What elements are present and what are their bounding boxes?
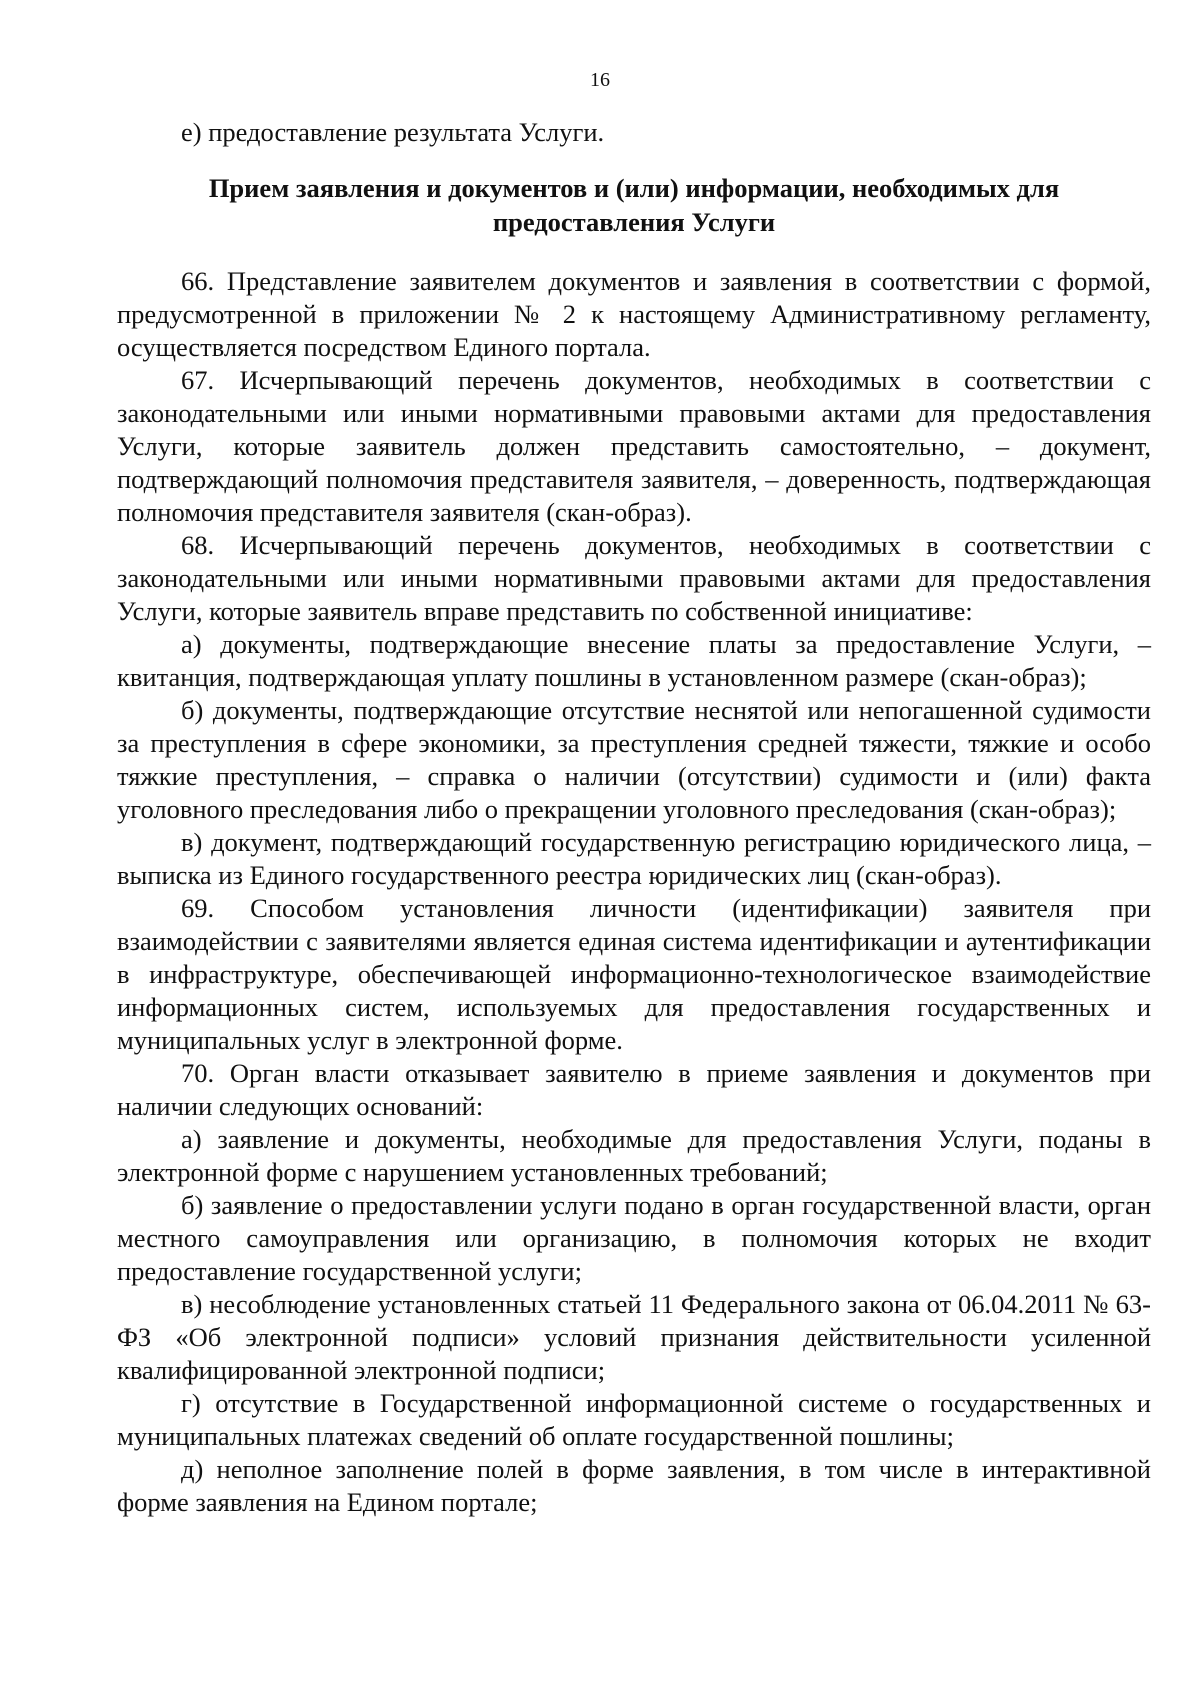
paragraph-70-item-d: д) неполное заполнение полей в форме заявления, в том числе в интерактивной форме заявления на Едином портале; (117, 1454, 1151, 1517)
paragraph-70-item-g: г) отсутствие в Государственной информационной системе о государственных и муниципальных платежах сведений об оплате государственной пошлины; (117, 1388, 1151, 1451)
paragraph-70: 70. Орган власти отказывает заявителю в приеме заявления и документов при наличии следующих оснований: (117, 1058, 1151, 1121)
intro-paragraph: е) предоставление результата Услуги. (181, 117, 605, 147)
paragraph-68: 68. Исчерпывающий перечень документов, необходимых в соответствии с законодательными или иными нормативными правовыми актами для предоставления Услуги, которые заявитель вправе представить по собственной инициативе: (117, 530, 1151, 626)
paragraph-68-item-b: б) документы, подтверждающие отсутствие неснятой или непогашенной судимости за преступления в сфере экономики, за преступления средней тяжести, тяжкие и особо тяжкие преступления, – справка о наличии (отсутствии) судимости и (или) факта уголовного преследования либо о прекращении уголовного преследования (скан-образ); (117, 695, 1151, 824)
paragraph-67: 67. Исчерпывающий перечень документов, необходимых в соответствии с законодательными или иными нормативными правовыми актами для предоставления Услуги, которые заявитель должен представить самостоятельно, – документ, подтверждающий полномочия представителя заявителя, – доверенность, подтверждающая полномочия представителя заявителя (скан-образ). (117, 365, 1151, 527)
page-number: 16 (590, 69, 610, 91)
paragraph-70-item-v: в) несоблюдение установленных статьей 11 Федерального закона от 06.04.2011 № 63-ФЗ «Об электронной подписи» условий признания действительности усиленной квалифицированной электронной подписи; (117, 1289, 1151, 1385)
paragraph-70-item-b: б) заявление о предоставлении услуги подано в орган государственной власти, орган местного самоуправления или организацию, в полномочия которых не входит предоставление государственной услуги; (117, 1190, 1151, 1286)
paragraph-66: 66. Представление заявителем документов и заявления в соответствии с формой, предусмотренной в приложении № 2 к настоящему Административному регламенту, осуществляется посредством Единого портала. (117, 266, 1151, 362)
document-body (117, 116, 1151, 1519)
paragraph-70-item-a: а) заявление и документы, необходимые для предоставления Услуги, поданы в электронной форме с нарушением установленных требований; (117, 1124, 1151, 1187)
paragraph-69: 69. Способом установления личности (идентификации) заявителя при взаимодействии с заявителями является единая система идентификации и аутентификации в инфраструктуре, обеспечивающей информационно-технологическое взаимодействие информационных систем, используемых для предоставления государственных и муниципальных услуг в электронной форме. (117, 893, 1151, 1055)
section-heading (117, 171, 1151, 239)
section-heading-line-1: Прием заявления и документов и (или) информации, необходимых для (208, 173, 1060, 203)
paragraph-68-item-v: в) документ, подтверждающий государственную регистрацию юридического лица, – выписка из Единого государственного реестра юридических лиц (скан-образ). (117, 827, 1151, 890)
section-heading-line-2: предоставления Услуги (492, 207, 776, 237)
paragraph-68-item-a: а) документы, подтверждающие внесение платы за предоставление Услуги, – квитанция, подтверждающая уплату пошлины в установленном размере (скан-образ); (117, 629, 1151, 692)
